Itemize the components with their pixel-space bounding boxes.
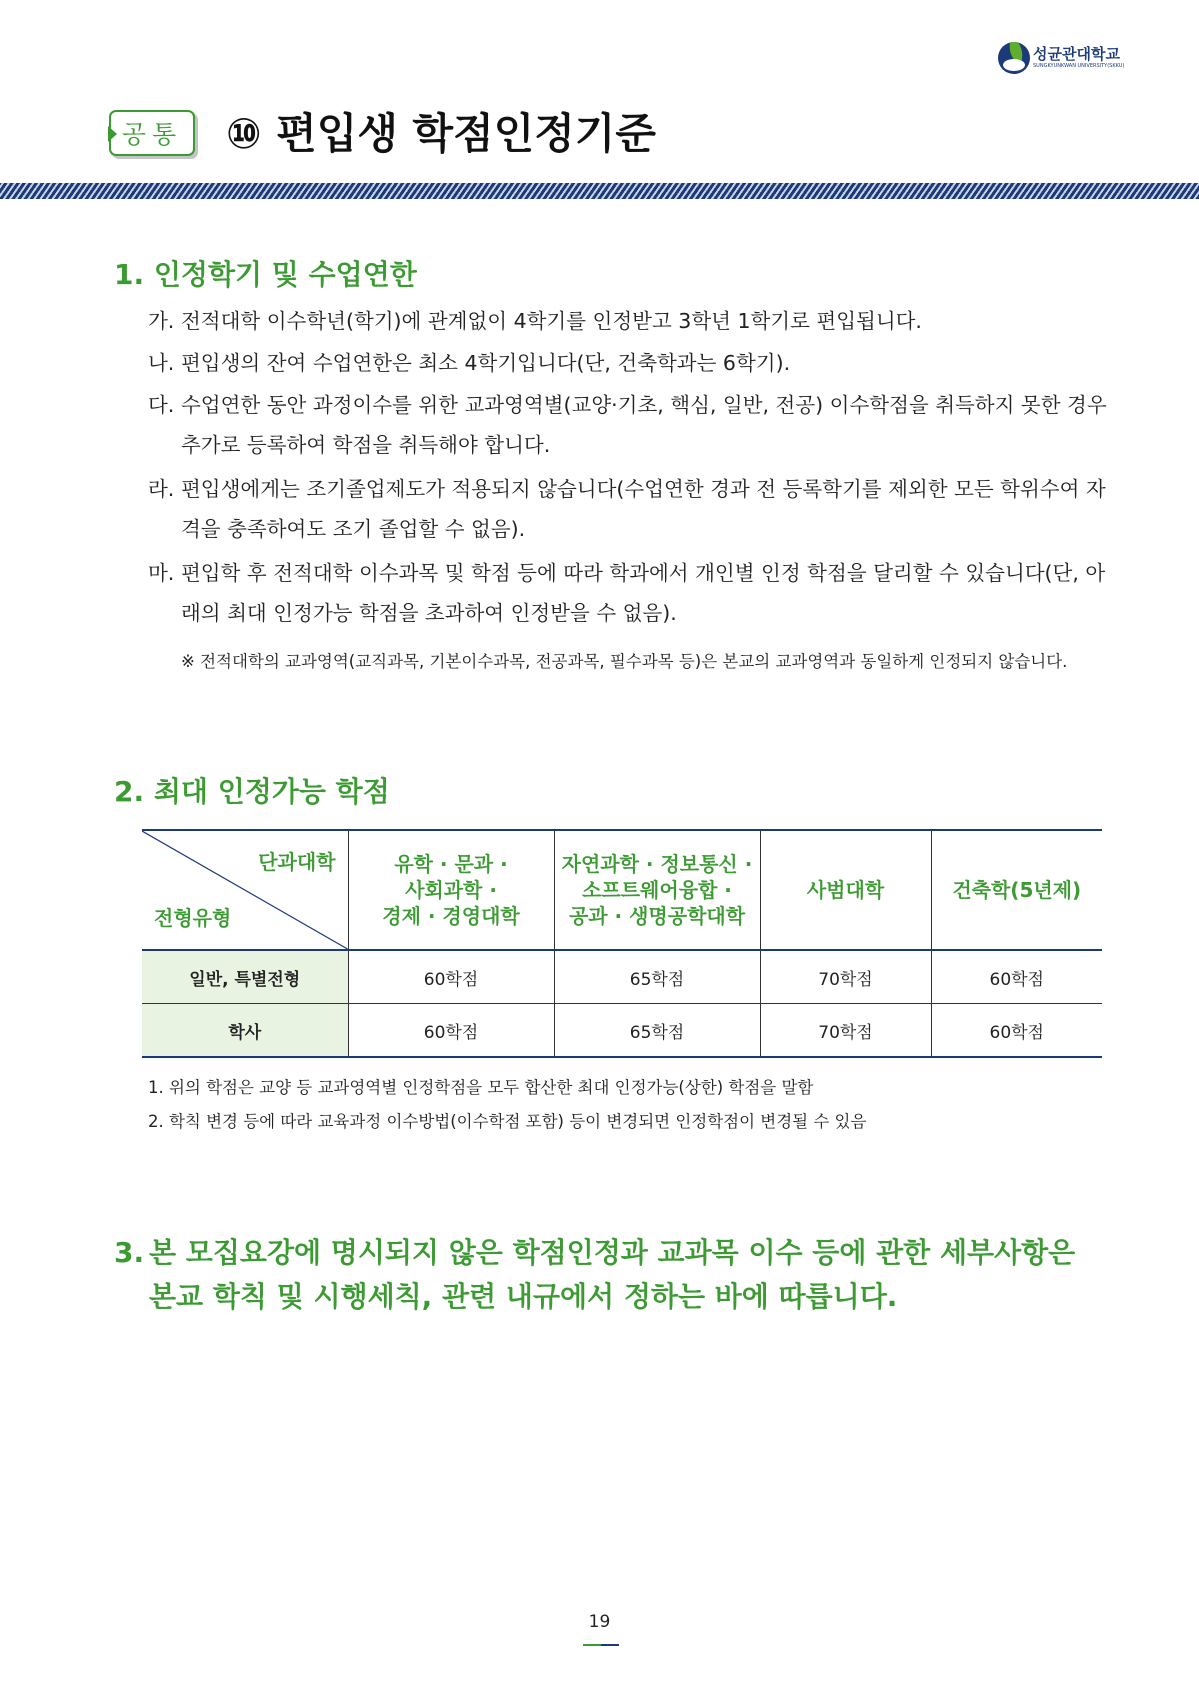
table-note: 2. 학칙 변경 등에 따라 교육과정 이수방법(이수학점 포함) 등이 변경되면 인정학점이 변경될 수 있음 <box>148 1112 867 1131</box>
section-3-text: 본 모집요강에 명시되지 않은 학점인정과 교과목 이수 등에 관한 세부사항은 본교 학칙 및 시행세칙, 관련 내규에서 정하는 바에 따릅니다. <box>149 1236 1076 1313</box>
item-text: 편입학 후 전적대학 이수과목 및 학점 등에 따라 학과에서 개인별 인정 학점을 달리할 수 있습니다(단, 아래의 최대 인정가능 학점을 초과하여 인정받을 수 없음). <box>181 561 1106 625</box>
logo-name-kr: 성균관대학교 <box>1033 45 1120 63</box>
corner-college-label: 단과대학 <box>258 850 336 874</box>
table-cell: 60학점 <box>931 1004 1102 1058</box>
table-cell: 60학점 <box>348 1004 554 1058</box>
title-divider <box>0 183 1199 199</box>
item-marker: 라. <box>148 477 175 501</box>
column-header-line: 경제 · 경영대학 <box>382 904 520 928</box>
row-type-cell: 일반, 특별전형 <box>142 950 348 1004</box>
common-badge <box>109 110 195 156</box>
corner-type-label: 전형유형 <box>154 906 232 930</box>
column-header-science <box>554 830 760 950</box>
column-header-humanities <box>348 830 554 950</box>
column-header-line: 유학 · 문과 · <box>394 852 508 876</box>
logo-text <box>1033 46 1124 70</box>
column-header-line: 사범대학 <box>806 878 885 902</box>
credit-table <box>142 829 1102 1058</box>
table-cell: 70학점 <box>760 1004 931 1058</box>
section-2-heading: 2. 최대 인정가능 학점 <box>114 775 390 808</box>
section-1-item <box>148 343 1108 383</box>
item-text: 편입생의 잔여 수업연한은 최소 4학기입니다(단, 건축학과는 6학기). <box>181 351 791 375</box>
table-row <box>142 950 1102 1004</box>
item-marker: 다. <box>148 393 175 417</box>
item-marker: 나. <box>148 351 175 375</box>
section-3-heading <box>114 1231 1104 1319</box>
column-header-education <box>760 830 931 950</box>
arrow-right-icon <box>108 126 117 142</box>
column-header-line: 공과 · 생명공학대학 <box>568 904 746 928</box>
item-marker: 가. <box>148 309 175 333</box>
table-row <box>142 1004 1102 1058</box>
section-1-item <box>148 301 1108 341</box>
corner-cell <box>142 830 348 950</box>
page-title: ⑩ 편입생 학점인정기준 <box>226 109 656 158</box>
section-1-item <box>148 553 1108 633</box>
item-text: 전적대학 이수학년(학기)에 관계없이 4학기를 인정받고 3학년 1학기로 편입됩니다. <box>181 309 922 333</box>
section-1-note: ※ 전적대학의 교과영역(교직과목, 기본이수과목, 전공과목, 필수과목 등)은 본교의 교과영역과 동일하게 인정되지 않습니다. <box>181 652 1068 671</box>
university-logo <box>998 42 1124 74</box>
badge-label: 공통 <box>121 120 183 149</box>
table-cell: 60학점 <box>931 950 1102 1004</box>
table-cell: 70학점 <box>760 950 931 1004</box>
max-credit-table <box>142 829 1102 1058</box>
section-1-heading: 1. 인정학기 및 수업연한 <box>114 258 417 291</box>
column-header-line: 소프트웨어융합 · <box>582 878 732 902</box>
column-header-line: 건축학(5년제) <box>952 878 1082 902</box>
column-header-architecture <box>931 830 1102 950</box>
column-header-line: 자연과학 · 정보통신 · <box>561 852 753 876</box>
page-number: 19 <box>588 1612 611 1632</box>
item-text: 수업연한 동안 과정이수를 위한 교과영역별(교양·기초, 핵심, 일반, 전공) 이수학점을 취득하지 못한 경우 추가로 등록하여 학점을 취득해야 합니다. <box>181 393 1107 457</box>
table-cell: 65학점 <box>554 1004 760 1058</box>
table-note: 1. 위의 학점은 교양 등 교과영역별 인정학점을 모두 합산한 최대 인정가능(상한) 학점을 말함 <box>148 1078 814 1097</box>
section-1-item <box>148 385 1108 465</box>
column-header-line: 사회과학 · <box>405 878 497 902</box>
table-header-row <box>142 830 1102 950</box>
section-3-marker: 3. <box>114 1236 145 1269</box>
item-text: 편입생에게는 조기졸업제도가 적용되지 않습니다(수업연한 경과 전 등록학기를 제외한 모든 학위수여 자격을 충족하여도 조기 졸업할 수 없음). <box>181 477 1106 541</box>
table-cell: 65학점 <box>554 950 760 1004</box>
ginkgo-leaf-icon <box>998 42 1030 74</box>
section-1-item <box>148 469 1108 549</box>
table-cell: 60학점 <box>348 950 554 1004</box>
item-marker: 마. <box>148 561 175 585</box>
row-type-cell: 학사 <box>142 1004 348 1058</box>
page-number-rule <box>583 1644 619 1646</box>
logo-name-en: SUNGKYUNKWAN UNIVERSITY(SKKU) <box>1033 63 1125 69</box>
